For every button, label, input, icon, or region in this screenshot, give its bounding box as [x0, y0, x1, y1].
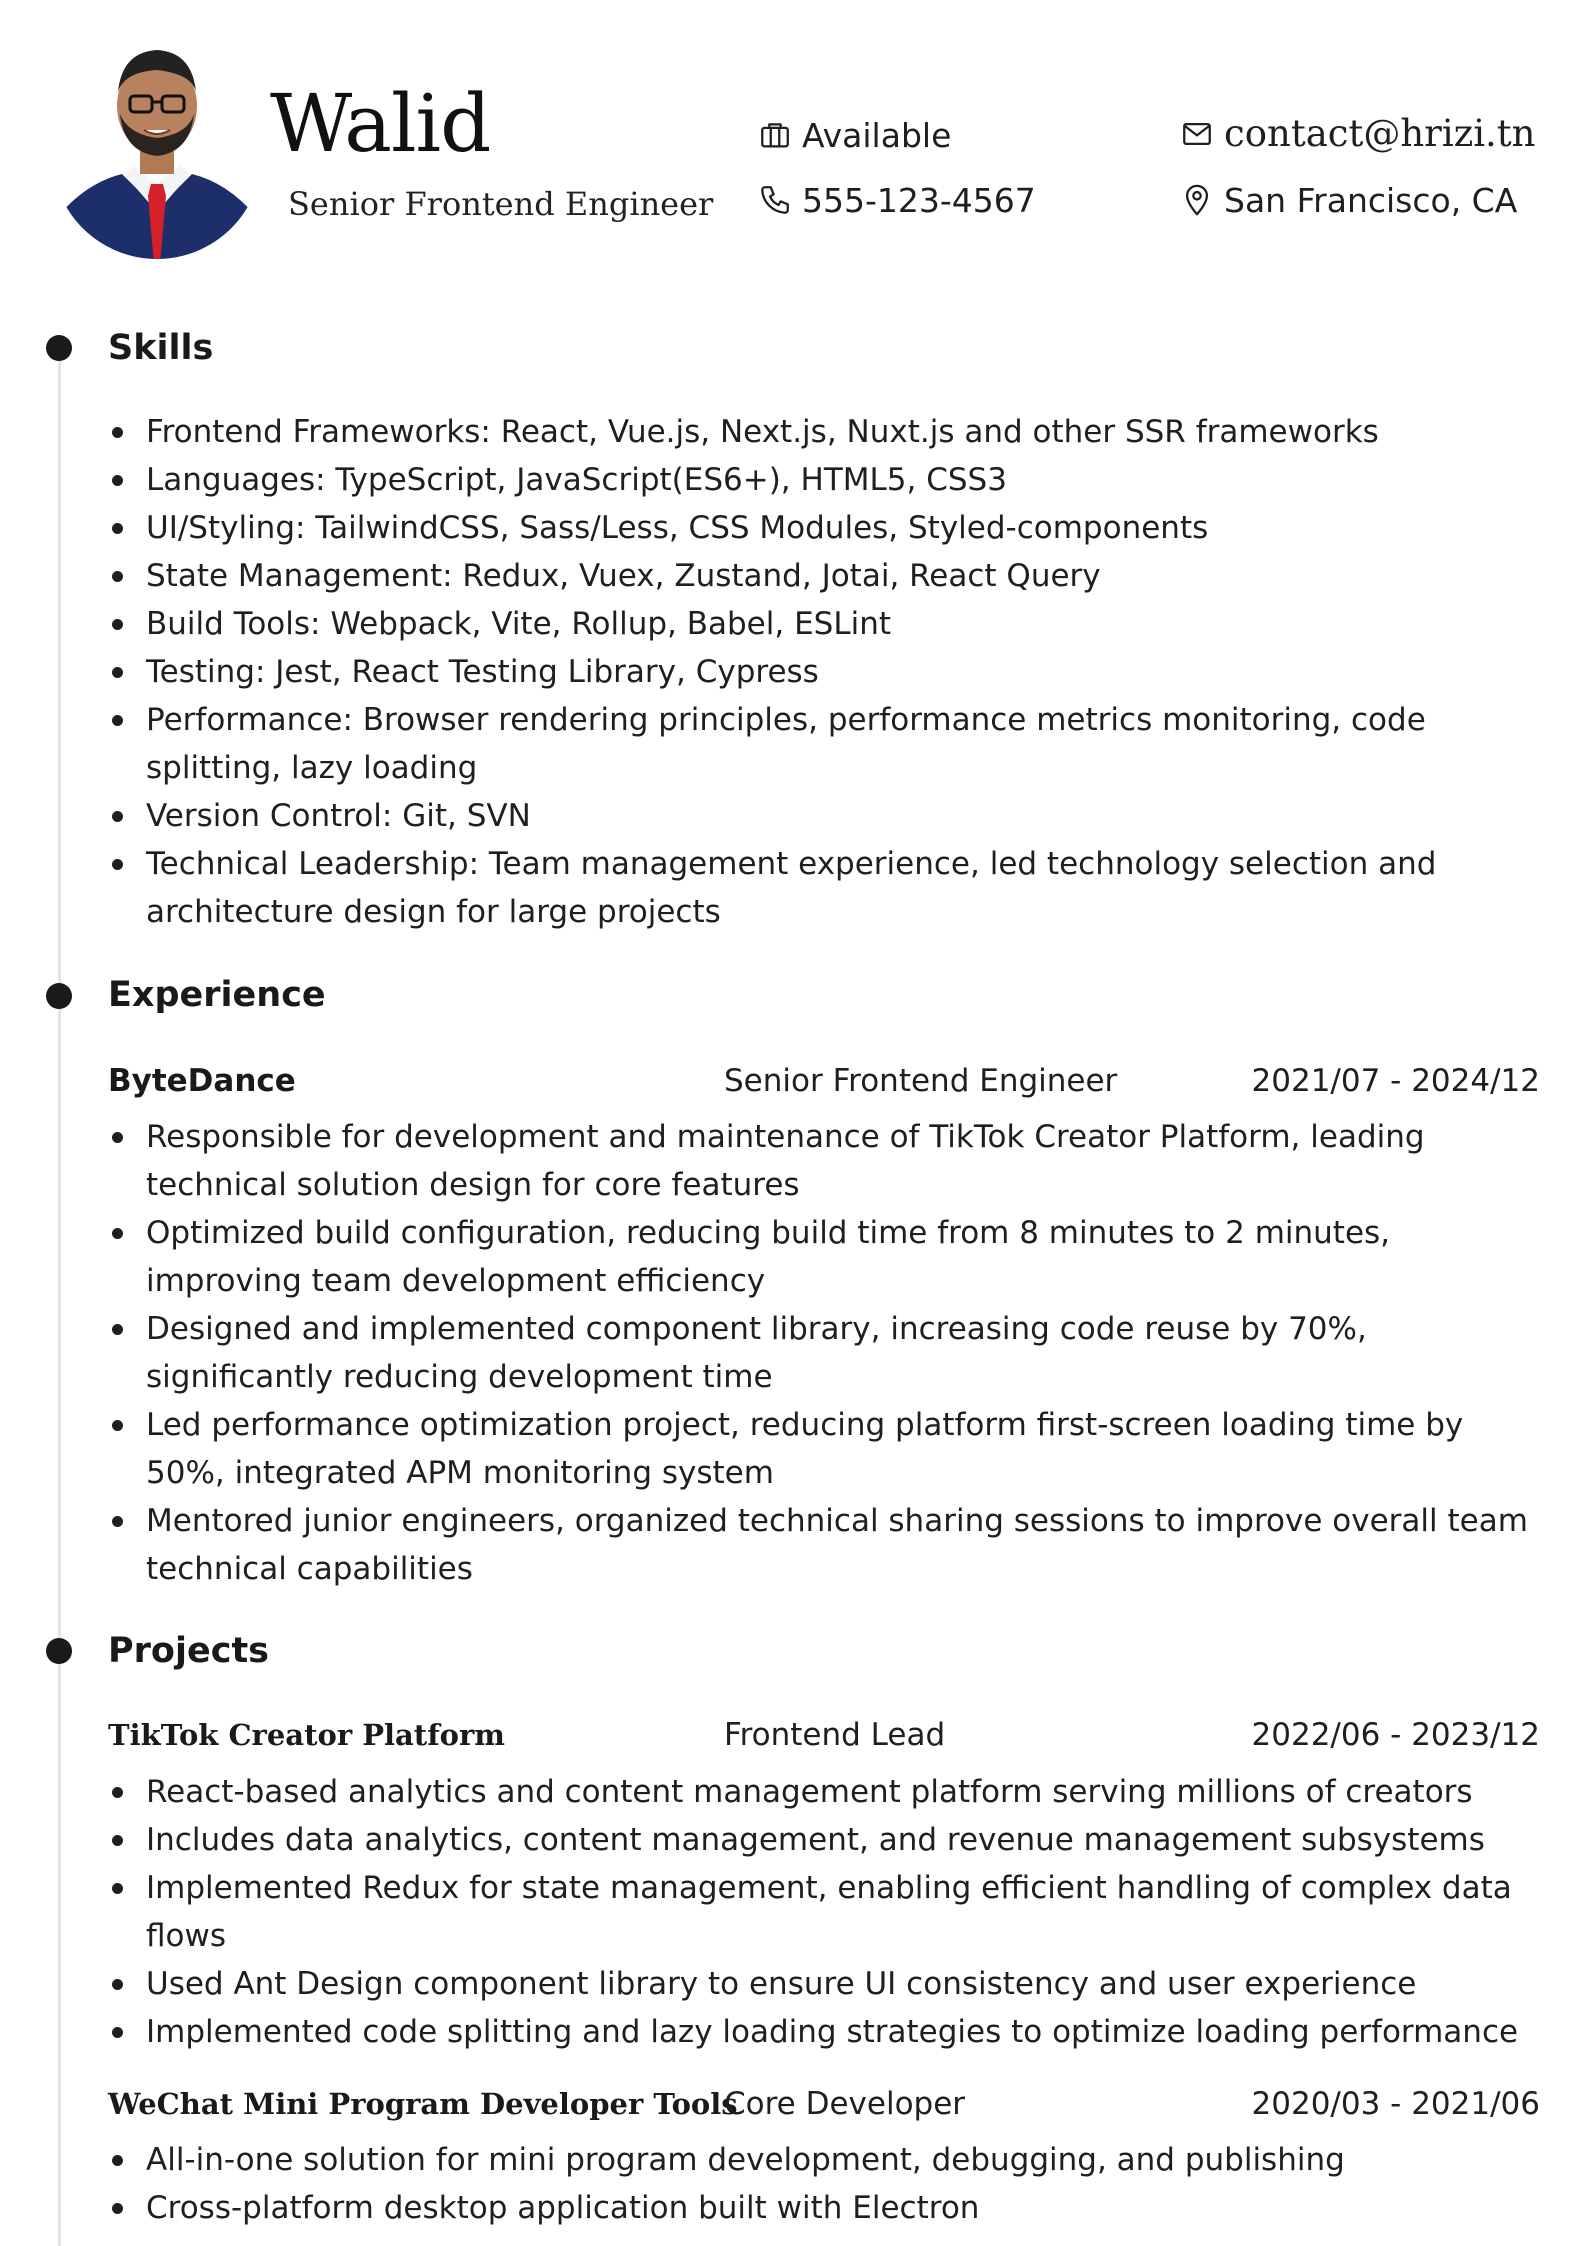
- resume-header: [0, 0, 1588, 280]
- list-item: Version Control: Git, SVN: [108, 792, 1548, 840]
- list-item: Led performance optimization project, reducing platform first-screen loading time by 50%, integrated APM monitoring system: [108, 1401, 1548, 1497]
- section-marker: [46, 1638, 72, 1664]
- list-item: All-in-one solution for mini program development, debugging, and publishing: [108, 2136, 1548, 2184]
- briefcase-icon: [758, 118, 792, 152]
- location-contact: [1180, 180, 1518, 220]
- date-range: 2021/07 - 2024/12: [1251, 1063, 1540, 1099]
- section-title-projects: Projects: [108, 1631, 270, 1671]
- section-marker: [46, 335, 72, 361]
- list-item: Implemented code splitting and lazy loading strategies to optimize loading performance: [108, 2008, 1548, 2056]
- profile-photo: [52, 34, 262, 264]
- list-item: Optimized build configuration, reducing build time from 8 minutes to 2 minutes, improving team development efficiency: [108, 1209, 1548, 1305]
- project-entry-header: [108, 2082, 1540, 2126]
- date-range: 2020/03 - 2021/06: [1251, 2086, 1540, 2122]
- list-item: Mentored junior engineers, organized technical sharing sessions to improve overall team technical capabilities: [108, 1497, 1548, 1593]
- email-contact[interactable]: [1180, 112, 1536, 155]
- project-role: Frontend Lead: [724, 1717, 946, 1753]
- section-marker: [46, 983, 72, 1009]
- list-item: Languages: TypeScript, JavaScript(ES6+), HTML5, CSS3: [108, 456, 1548, 504]
- list-item: State Management: Redux, Vuex, Zustand, Jotai, React Query: [108, 552, 1548, 600]
- project-name: TikTok Creator Platform: [108, 1718, 505, 1752]
- project-list: [108, 1768, 1548, 2056]
- list-item: Build Tools: Webpack, Vite, Rollup, Babel, ESLint: [108, 600, 1548, 648]
- company-name: ByteDance: [108, 1063, 296, 1099]
- project-entry-header: [108, 1713, 1540, 1757]
- location-text: San Francisco, CA: [1224, 180, 1518, 220]
- list-item: Includes data analytics, content management, and revenue management subsystems: [108, 1816, 1548, 1864]
- availability-text: Available: [802, 115, 952, 155]
- phone-icon: [758, 183, 792, 217]
- skills-list: [108, 408, 1548, 936]
- phone-text: 555-123-4567: [802, 180, 1036, 220]
- section-title-experience: Experience: [108, 975, 326, 1015]
- mail-icon: [1180, 117, 1214, 151]
- section-title-skills: Skills: [108, 328, 214, 368]
- list-item: UI/Styling: TailwindCSS, Sass/Less, CSS Modules, Styled-components: [108, 504, 1548, 552]
- availability-status: [758, 115, 952, 155]
- experience-list: [108, 1113, 1548, 1593]
- candidate-name: Walid: [270, 77, 491, 170]
- email-text: contact@hrizi.tn: [1224, 112, 1536, 155]
- list-item: Testing: Jest, React Testing Library, Cypress: [108, 648, 1548, 696]
- map-pin-icon: [1180, 183, 1214, 217]
- timeline-line: [58, 350, 61, 2246]
- job-position: Senior Frontend Engineer: [724, 1063, 1118, 1099]
- list-item: Performance: Browser rendering principles, performance metrics monitoring, code splitting, lazy loading: [108, 696, 1548, 792]
- project-name: WeChat Mini Program Developer Tools: [108, 2087, 738, 2121]
- list-item: Cross-platform desktop application built with Electron: [108, 2184, 1548, 2232]
- list-item: Designed and implemented component library, increasing code reuse by 70%, significantly reducing development time: [108, 1305, 1548, 1401]
- candidate-title: Senior Frontend Engineer: [288, 185, 714, 223]
- experience-entry-header: [108, 1059, 1540, 1103]
- list-item: Technical Leadership: Team management experience, led technology selection and architecture design for large projects: [108, 840, 1548, 936]
- project-role: Core Developer: [724, 2086, 966, 2122]
- list-item: Responsible for development and maintenance of TikTok Creator Platform, leading technical solution design for core features: [108, 1113, 1548, 1209]
- date-range: 2022/06 - 2023/12: [1251, 1717, 1540, 1753]
- list-item: React-based analytics and content management platform serving millions of creators: [108, 1768, 1548, 1816]
- list-item: Used Ant Design component library to ensure UI consistency and user experience: [108, 1960, 1548, 2008]
- list-item: Frontend Frameworks: React, Vue.js, Next.js, Nuxt.js and other SSR frameworks: [108, 408, 1548, 456]
- project-list: [108, 2136, 1548, 2232]
- phone-contact[interactable]: [758, 180, 1036, 220]
- list-item: Implemented Redux for state management, enabling efficient handling of complex data flows: [108, 1864, 1548, 1960]
